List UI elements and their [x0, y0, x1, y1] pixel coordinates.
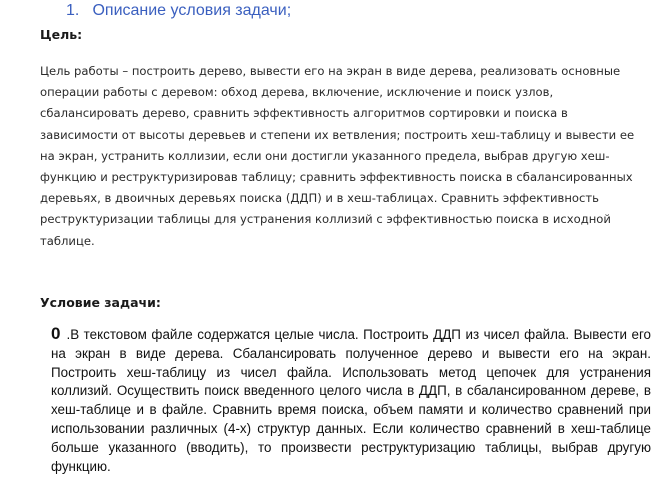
- goal-line: функцию и реструктуризировав таблицу; сравнить эффективность поиска в сбалансированных: [40, 170, 633, 185]
- goal-line: операции работы с деревом: обход дерева, включение, исключение и поиск узлов,: [40, 85, 554, 100]
- heading-title: Описание условия задачи;: [92, 2, 292, 19]
- task-body: .В текстовом файле содержатся целые числа. Построить ДДП из чисел файла. Вывести его на экран в виде дерева. Сбалансировать полученное дерево и вывести его на экран. Построить хеш-таблицу из чисел файла. Использовать метод цепочек для устранения коллизий. Осуществить поиск введенного целого числа в ДДП, в сбалансированном дереве, в хеш-таблице и в файле. Сравнить время поиска, объем памяти и количество сравнений при использовании различных (4-х) структур данных. Если количество сравнений в хеш-таблице больше указанного (вводить), то произвести реструктуризацию таблицы, выбрав другую функцию.: [51, 327, 651, 474]
- goal-label: Цель:: [40, 27, 83, 42]
- task-number: 0: [51, 324, 61, 343]
- goal-line: деревьях, в двоичных деревьях поиска (ДДП) и в хеш-таблицах. Сравнить эффективность: [40, 191, 599, 206]
- task-label: Условие задачи:: [40, 295, 161, 310]
- goal-line: на экран, устранить коллизии, если они достигли указанного предела, выбрав другую хеш-: [40, 148, 610, 163]
- goal-line: сбалансировать дерево, сравнить эффективность алгоритмов сортировки и поиска в: [40, 106, 568, 121]
- heading-number: 1.: [66, 2, 80, 19]
- goal-line: таблице.: [40, 233, 95, 248]
- goal-paragraph: [40, 61, 656, 252]
- goal-line: реструктуризации таблицы для устранения коллизий с эффективностью поиска в исходной: [40, 212, 611, 227]
- section-heading: [66, 2, 291, 20]
- goal-line: зависимости от высоты деревьев и степени их ветвления; построить хеш-таблицу и вывести ее: [40, 127, 635, 142]
- task-paragraph: [51, 325, 651, 476]
- goal-line: Цель работы – построить дерево, вывести его на экран в виде дерева, реализовать основные: [40, 64, 621, 78]
